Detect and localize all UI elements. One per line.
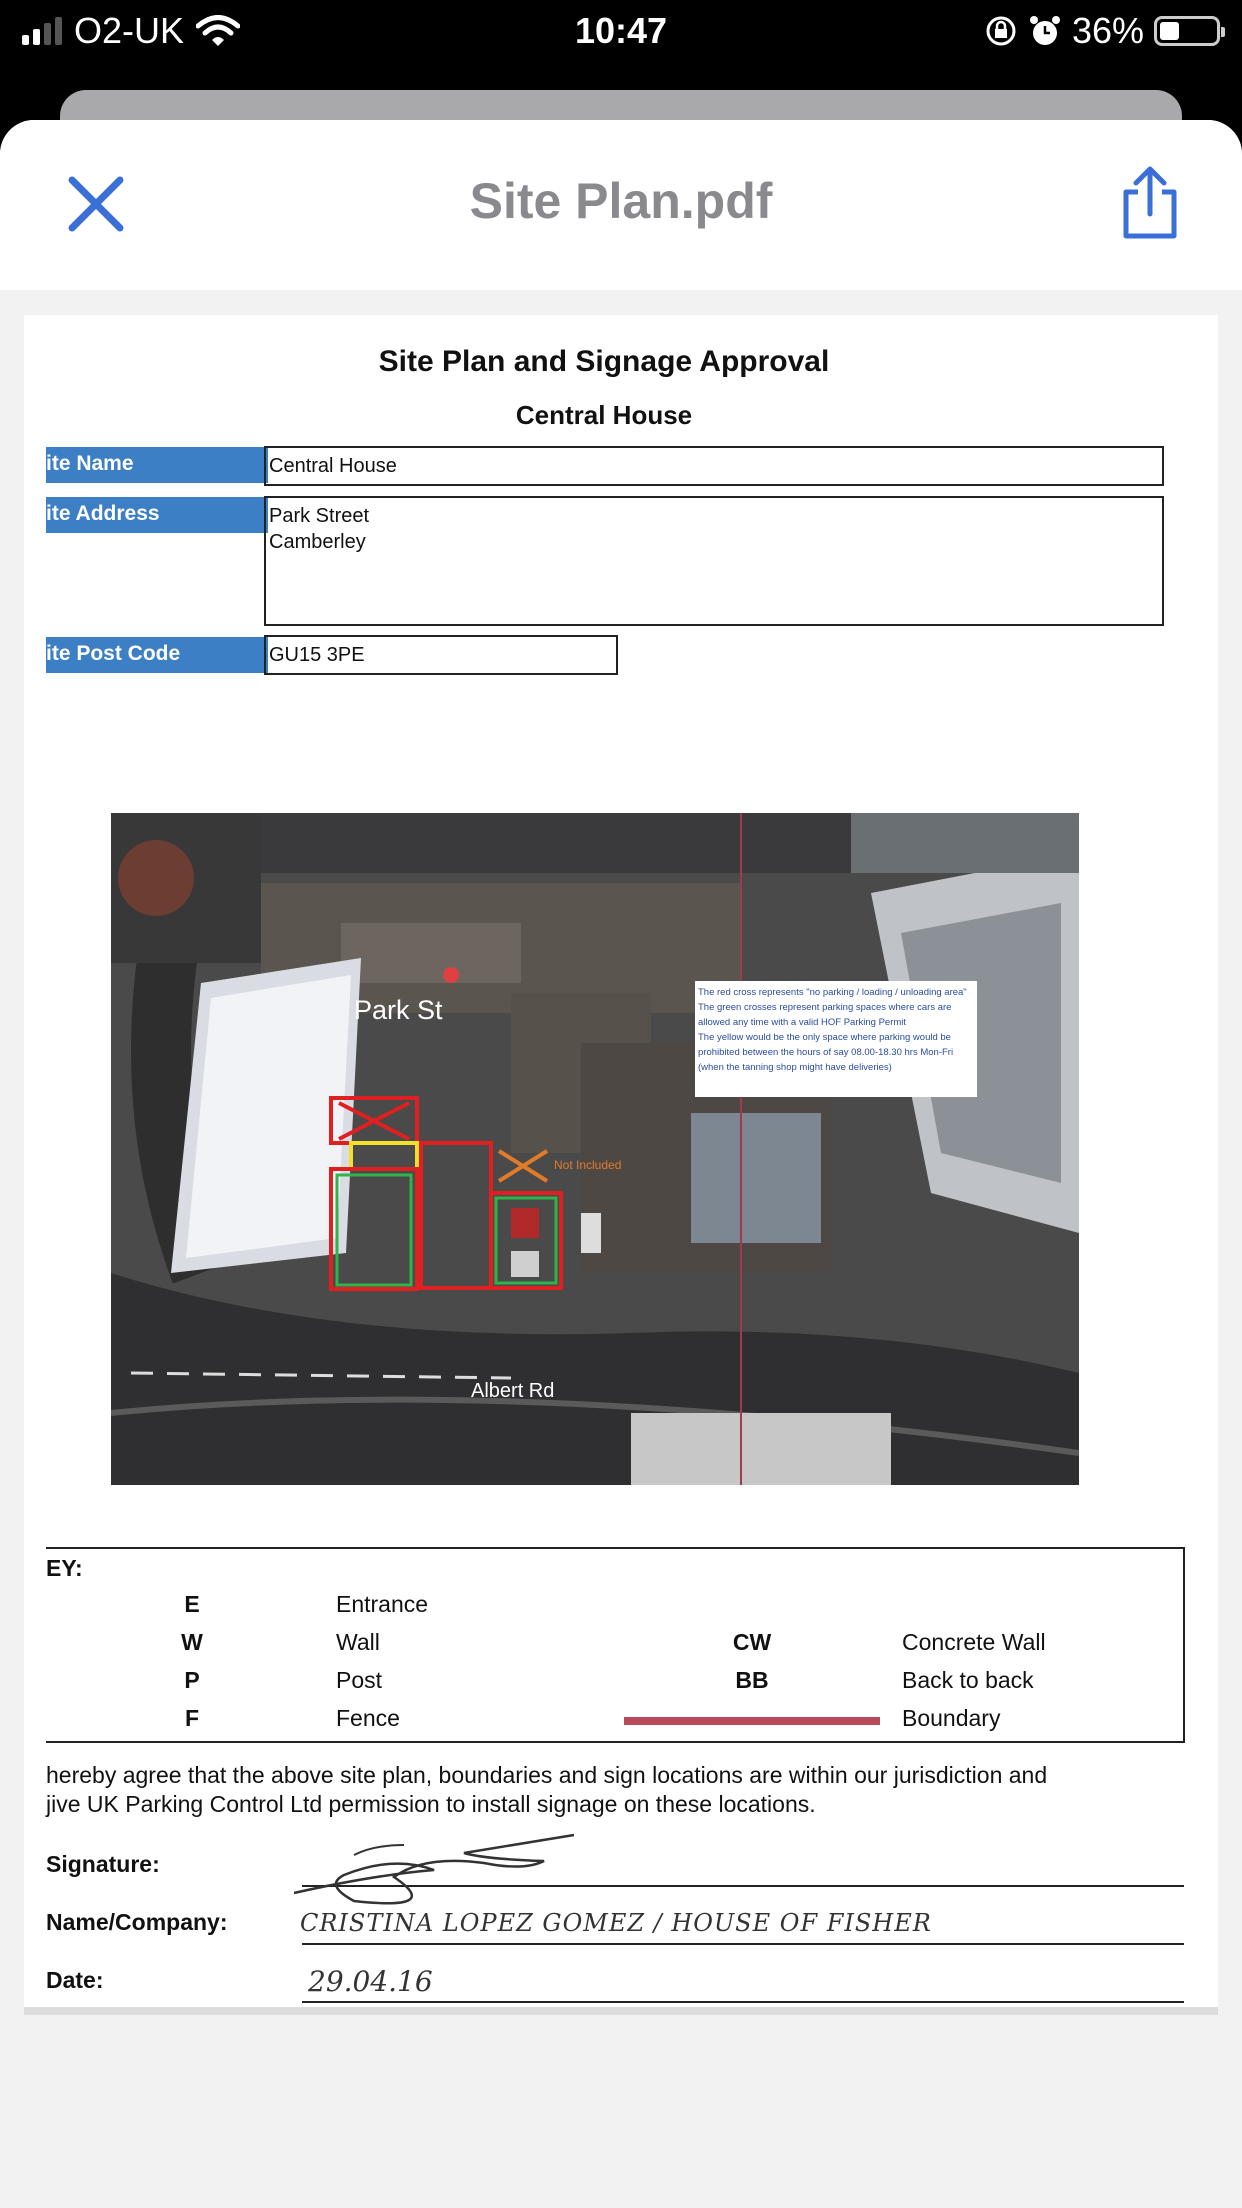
agreement-line: jive UK Parking Control Ltd permission to install signage on these locations. [46,1791,816,1817]
status-time: 10:47 [574,10,668,51]
key-label: Boundary [902,1705,1001,1731]
name-company-value: CRISTINA LOPEZ GOMEZ / HOUSE OF FISHER [300,1909,932,1937]
orientation-lock-icon [984,14,1018,48]
site-name-value: Central House [269,455,397,477]
doc-title: Site Plan and Signage Approval [378,345,830,378]
date-line [302,2001,1184,2003]
alarm-icon [1028,14,1062,48]
site-name-label: ite Name [46,447,268,483]
key-code: W [181,1629,203,1655]
key-code: P [184,1667,200,1693]
site-address-line1: Park Street [269,505,370,527]
map-label-park-st: Park St [354,995,443,1025]
map-note-line: The yellow would be the only space where parking would be [698,1032,951,1043]
agreement-line: hereby agree that the above site plan, boundaries and sign locations are within our jurisdiction and [46,1762,1048,1788]
date-value: 29.04.16 [308,1965,433,1998]
site-address-field [264,496,1164,626]
key-table [46,1547,1185,1743]
map-note-line: The green crosses represent parking spaces where cars are [698,1002,952,1013]
status-right [984,10,1220,52]
document-title: Site Plan.pdf [469,173,773,229]
viewer-header [0,120,1242,290]
site-address-line2: Camberley [269,531,366,553]
key-label: Entrance [336,1591,429,1617]
key-label: Back to back [902,1667,1034,1693]
battery-percent: 36% [1071,10,1144,51]
signature-label: Signature: [46,1851,160,1877]
key-code: E [184,1591,200,1617]
site-postcode-field [264,635,618,675]
pdf-page[interactable] [24,315,1218,2015]
key-code: F [184,1705,200,1731]
site-postcode-label: ite Post Code [46,637,268,673]
key-label: Wall [336,1629,380,1655]
aerial-photo [111,813,1079,1485]
map-note-line: prohibited between the hours of say 08.00-18.30 hrs Mon-Fri [698,1047,954,1058]
aerial-site-map [111,813,1079,1485]
pdf-viewer-sheet [0,120,1242,2208]
agreement-text [46,1761,1196,1819]
map-legend-note [695,981,977,1097]
site-address-label: ite Address [46,497,268,533]
key-code: BB [735,1667,769,1693]
key-label: Fence [336,1705,400,1731]
key-title: EY: [46,1555,83,1581]
battery-icon [1154,16,1220,46]
carrier-name: O2-UK [74,10,185,51]
key-label: Concrete Wall [902,1629,1046,1655]
name-company-line [302,1943,1184,1945]
boundary-line-swatch [624,1717,880,1725]
doc-subtitle: Central House [515,400,693,430]
map-label-albert-rd: Albert Rd [471,1380,555,1402]
site-postcode-value: GU15 3PE [269,644,365,666]
status-bar [0,0,1242,62]
map-label-not-included: Not Included [554,1158,622,1172]
date-label: Date: [46,1967,104,1993]
map-note-line: The red cross represents "no parking / loading / unloading area" [698,987,967,998]
share-button[interactable] [1120,166,1180,240]
key-label: Post [336,1667,383,1693]
key-code: CW [732,1629,772,1655]
map-note-line: allowed any time with a valid HOF Parking Permit [698,1017,907,1028]
map-note-line: (when the tanning shop might have deliveries) [698,1062,892,1073]
site-name-field [264,446,1164,486]
name-company-label: Name/Company: [46,1909,228,1935]
handwritten-signature [284,1815,584,1915]
